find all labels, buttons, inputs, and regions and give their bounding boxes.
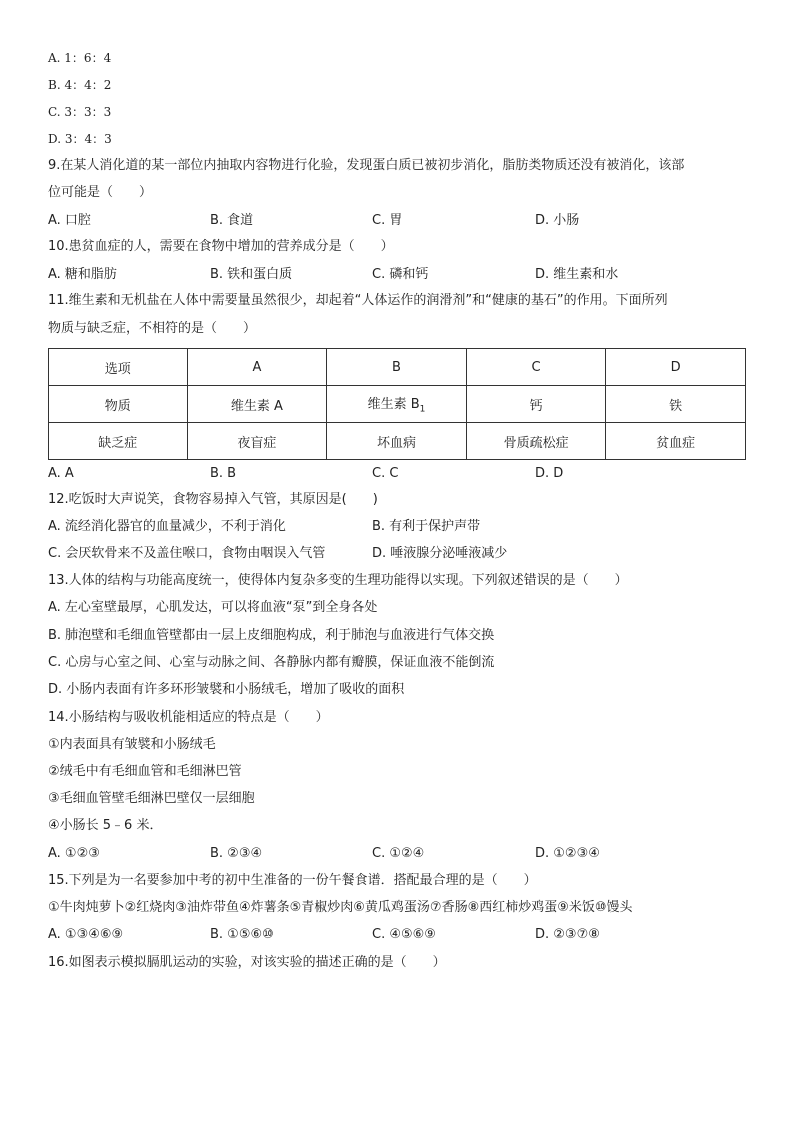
q12-options-row2 <box>48 545 748 563</box>
q10-option-a: A. 糖和脂肪 <box>48 267 117 282</box>
q16-stem: 16.如图表示模拟膈肌运动的实验，对该实验的描述正确的是（ ） <box>48 955 446 970</box>
table-row-substance <box>49 386 746 423</box>
q11-option-a: A. A <box>48 466 74 481</box>
q11-option-c: C. C <box>372 466 399 481</box>
q12-options-row1 <box>48 518 748 536</box>
q9-stem-line1: 9.在某人消化道的某一部位内抽取内容物进行化验，发现蛋白质已被初步消化，脂肪类物质还没有被消化，该部 <box>48 158 685 173</box>
table-cell: C <box>466 349 606 386</box>
prev-option-b: B. 4：4：2 <box>48 78 112 92</box>
q9-option-b: B. 食道 <box>210 213 254 228</box>
table-cell: A <box>187 349 327 386</box>
table-cell: 缺乏症 <box>49 423 188 460</box>
q15-option-d: D. ②③⑦⑧ <box>535 927 600 942</box>
q14-option-b: B. ②③④ <box>210 846 263 861</box>
table-row-header <box>49 349 746 386</box>
q14-option-d: D. ①②③④ <box>535 846 600 861</box>
vitamin-b-subscript: 1 <box>419 404 426 415</box>
q14-stem: 14.小肠结构与吸收机能相适应的特点是（ ） <box>48 710 329 725</box>
q9-option-d: D. 小肠 <box>535 213 580 228</box>
q10-option-d: D. 维生素和水 <box>535 267 619 282</box>
q11-stem-line2: 物质与缺乏症，不相符的是（ ） <box>48 321 257 336</box>
table-cell: 物质 <box>49 386 188 423</box>
q13-option-d: D. 小肠内表面有许多环形皱襞和小肠绒毛，增加了吸收的面积 <box>48 682 405 697</box>
table-cell: 贫血症 <box>606 423 746 460</box>
q11-stem-line1: 11.维生素和无机盐在人体中需要量虽然很少，却起着“人体运作的润滑剂”和“健康的基石”的作用。下面所列 <box>48 293 668 308</box>
q9-option-a: A. 口腔 <box>48 213 91 228</box>
q14-option-c: C. ①②④ <box>372 846 425 861</box>
q13-option-b: B. 肺泡壁和毛细血管壁都由一层上皮细胞构成，利于肺泡与血液进行气体交换 <box>48 628 495 643</box>
q9-option-c: C. 胃 <box>372 213 403 228</box>
q10-options <box>48 266 748 284</box>
q14-option-a: A. ①②③ <box>48 846 100 861</box>
q15-menu: ①牛肉炖萝卜②红烧肉③油炸带鱼④炸薯条⑤青椒炒肉⑥黄瓜鸡蛋汤⑦香肠⑧西红柿炒鸡蛋⑨米饭⑩馒头 <box>48 900 633 915</box>
q11-option-d: D. D <box>535 466 564 481</box>
q10-option-c: C. 磷和钙 <box>372 267 429 282</box>
q11-options <box>48 465 748 483</box>
q14-item-1: ①内表面具有皱襞和小肠绒毛 <box>48 737 216 752</box>
prev-option-d: D. 3：4：3 <box>48 132 112 146</box>
table-cell: 夜盲症 <box>187 423 327 460</box>
q13-option-c: C. 心房与心室之间、心室与动脉之间、各静脉内都有瓣膜，保证血液不能倒流 <box>48 655 495 670</box>
q15-option-b: B. ①⑤⑥⑩ <box>210 927 274 942</box>
q12-option-a: A. 流经消化器官的血量减少，不利于消化 <box>48 519 286 534</box>
prev-option-c: C. 3：3：3 <box>48 105 112 119</box>
q12-stem: 12.吃饭时大声说笑，食物容易掉入气管，其原因是( ) <box>48 492 378 507</box>
q12-option-b: B. 有利于保护声带 <box>372 519 481 534</box>
table-cell: 坏血病 <box>327 423 467 460</box>
table-cell <box>327 386 467 423</box>
q15-option-c: C. ④⑤⑥⑨ <box>372 927 436 942</box>
q12-option-d: D. 唾液腺分泌唾液减少 <box>372 546 508 561</box>
prev-option-a: A. 1：6：4 <box>48 51 112 65</box>
table-cell: 铁 <box>606 386 746 423</box>
table-row-deficiency <box>49 423 746 460</box>
q15-option-a: A. ①③④⑥⑨ <box>48 927 124 942</box>
q10-stem: 10.患贫血症的人，需要在食物中增加的营养成分是（ ） <box>48 239 394 254</box>
q14-options <box>48 845 748 863</box>
table-cell: 骨质疏松症 <box>466 423 606 460</box>
q13-stem: 13.人体的结构与功能高度统一，使得体内复杂多变的生理功能得以实现。下列叙述错误的是（ ） <box>48 573 628 588</box>
q14-item-3: ③毛细血管壁毛细淋巴壁仅一层细胞 <box>48 791 255 806</box>
q15-options <box>48 926 748 944</box>
vitamin-deficiency-table <box>48 348 746 460</box>
q14-item-4: ④小肠长 5﹣6 米． <box>48 818 163 833</box>
q11-option-b: B. B <box>210 466 237 481</box>
table-cell: D <box>606 349 746 386</box>
q15-stem: 15.下列是为一名要参加中考的初中生准备的一份午餐食谱．搭配最合理的是（ ） <box>48 873 537 888</box>
table-cell: 选项 <box>49 349 188 386</box>
vitamin-b-label: 维生素 B <box>367 397 420 413</box>
q9-stem-line2: 位可能是（ ） <box>48 185 153 200</box>
table-cell: 钙 <box>466 386 606 423</box>
q13-option-a: A. 左心室壁最厚，心肌发达，可以将血液“泵”到全身各处 <box>48 600 378 615</box>
q12-option-c: C. 会厌软骨来不及盖住喉口，食物由咽误入气管 <box>48 546 326 561</box>
q9-options <box>48 212 748 230</box>
q14-item-2: ②绒毛中有毛细血管和毛细淋巴管 <box>48 764 242 779</box>
table-cell: 维生素 A <box>187 386 327 423</box>
q10-option-b: B. 铁和蛋白质 <box>210 267 293 282</box>
table-cell: B <box>327 349 467 386</box>
